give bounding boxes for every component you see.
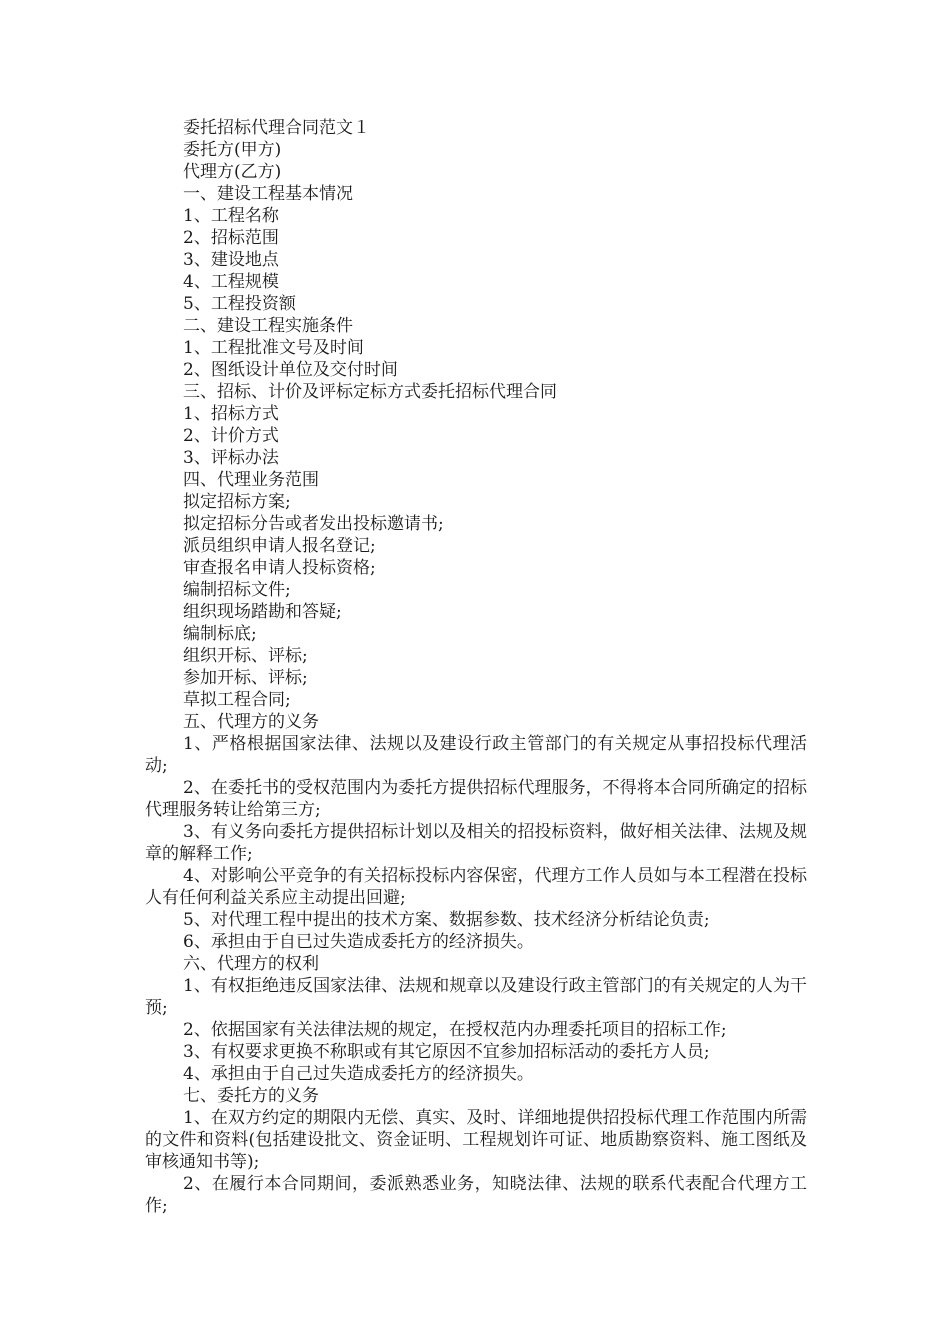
paragraph: 1、在双方约定的期限内无偿、真实、及时、详细地提供招投标代理工作范围内所需的文件和资料(包括建设批文、资金证明、工程规划许可证、地质勘察资料、施工图纸及审核通知书等);	[145, 1108, 807, 1172]
list-item: 2、图纸设计单位及交付时间	[183, 360, 398, 380]
party-a-line: 委托方(甲方)	[183, 140, 282, 160]
section-heading-6: 六、代理方的权利	[183, 954, 319, 974]
paragraph: 2、依据国家有关法律法规的规定，在授权范内办理委托项目的招标工作;	[183, 1020, 727, 1040]
list-item: 拟定招标方案;	[183, 492, 291, 512]
list-item: 3、建设地点	[183, 250, 279, 270]
paragraph: 6、承担由于自已过失造成委托方的经济损失。	[183, 932, 534, 952]
document-title: 委托招标代理合同范文１	[183, 118, 370, 138]
list-item: 4、工程规模	[183, 272, 279, 292]
section-heading-1: 一、建设工程基本情况	[183, 184, 353, 204]
list-item: 2、计价方式	[183, 426, 279, 446]
list-item: 2、招标范围	[183, 228, 279, 248]
list-item: 编制招标文件;	[183, 580, 291, 600]
list-item: 5、工程投资额	[183, 294, 296, 314]
list-item: 参加开标、评标;	[183, 668, 308, 688]
list-item: 审查报名申请人投标资格;	[183, 558, 376, 578]
party-b-line: 代理方(乙方)	[183, 162, 282, 182]
section-heading-4: 四、代理业务范围	[183, 470, 319, 490]
list-item: 1、工程批准文号及时间	[183, 338, 364, 358]
paragraph: 1、严格根据国家法律、法规以及建设行政主管部门的有关规定从事招投标代理活动;	[145, 734, 807, 776]
list-item: 派员组织申请人报名登记;	[183, 536, 376, 556]
section-heading-3: 三、招标、计价及评标定标方式委托招标代理合同	[183, 382, 557, 402]
paragraph: 1、有权拒绝违反国家法律、法规和规章以及建设行政主管部门的有关规定的人为干预;	[145, 976, 807, 1018]
list-item: 3、评标办法	[183, 448, 279, 468]
list-item: 1、工程名称	[183, 206, 279, 226]
list-item: 组织开标、评标;	[183, 646, 308, 666]
paragraph: 4、对影响公平竞争的有关招标投标内容保密，代理方工作人员如与本工程潜在投标人有任何利益关系应主动提出回避;	[145, 866, 807, 908]
list-item: 拟定招标分告或者发出投标邀请书;	[183, 514, 444, 534]
section-heading-2: 二、建设工程实施条件	[183, 316, 353, 336]
paragraph: 2、在委托书的受权范围内为委托方提供招标代理服务，不得将本合同所确定的招标代理服务转让给第三方;	[145, 778, 807, 820]
paragraph: 2、在履行本合同期间，委派熟悉业务，知晓法律、法规的联系代表配合代理方工作;	[145, 1174, 807, 1216]
section-heading-7: 七、委托方的义务	[183, 1086, 319, 1106]
paragraph: 3、有义务向委托方提供招标计划以及相关的招投标资料，做好相关法律、法规及规章的解释工作;	[145, 822, 807, 864]
list-item: 草拟工程合同;	[183, 690, 291, 710]
list-item: 组织现场踏勘和答疑;	[183, 602, 342, 622]
list-item: 1、招标方式	[183, 404, 279, 424]
paragraph: 4、承担由于自己过失造成委托方的经济损失。	[183, 1064, 534, 1084]
paragraph: 5、对代理工程中提出的技术方案、数据参数、技术经济分析结论负责;	[183, 910, 710, 930]
paragraph: 3、有权要求更换不称职或有其它原因不宜参加招标活动的委托方人员;	[183, 1042, 710, 1062]
list-item: 编制标底;	[183, 624, 257, 644]
section-heading-5: 五、代理方的义务	[183, 712, 319, 732]
document-body	[145, 117, 807, 1217]
